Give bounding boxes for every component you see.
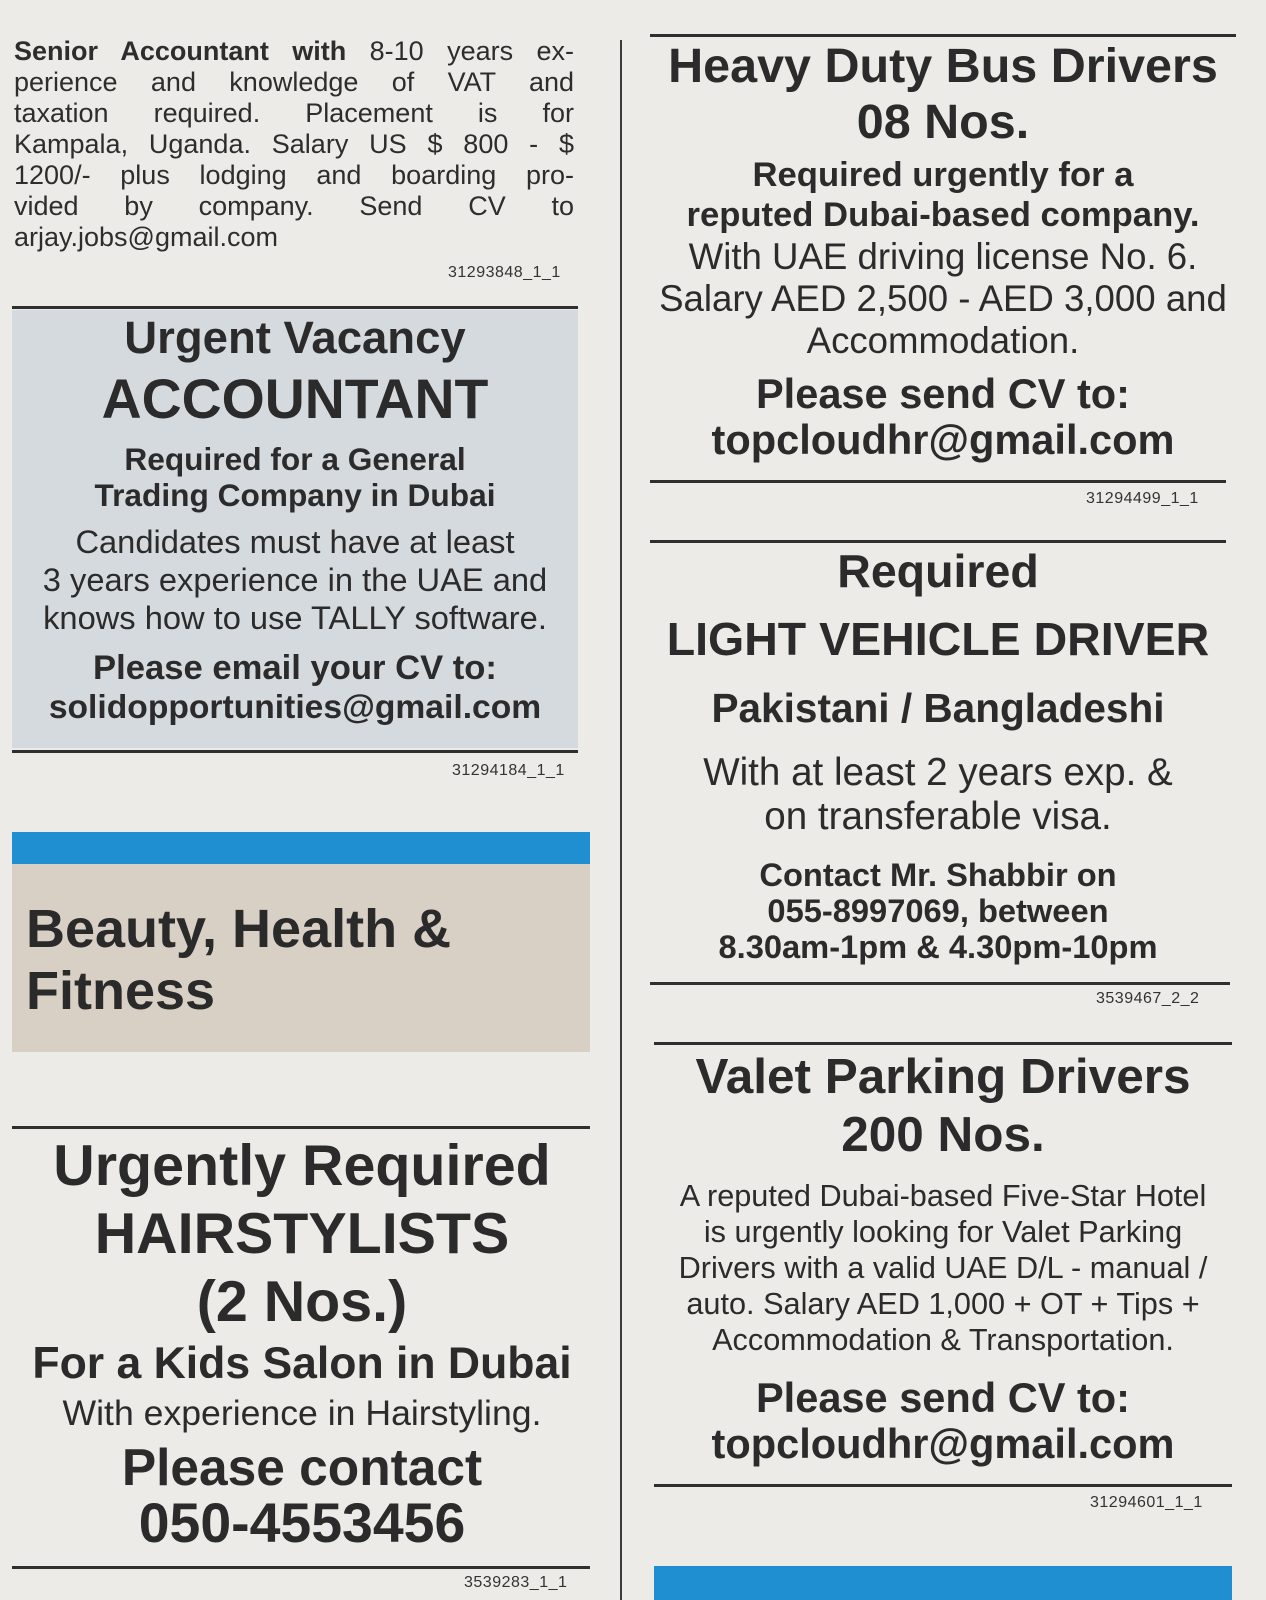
- senior-accountant-lead: Senior Accountant with: [14, 36, 347, 66]
- accountant-title: Urgent Vacancy: [124, 312, 466, 363]
- ad-reference-number: 3539283_1_1: [464, 1574, 568, 1591]
- ad-reference-number: 31294499_1_1: [1086, 490, 1199, 507]
- divider-rule: [12, 1566, 590, 1569]
- ad-reference-number: 31294601_1_1: [1090, 1494, 1203, 1511]
- light-vehicle-body: on transferable visa.: [764, 795, 1112, 838]
- divider-rule: [650, 480, 1226, 483]
- valet-body: Drivers with a valid UAE D/L - manual /: [678, 1251, 1208, 1285]
- hairstylists-count: (2 Nos.): [196, 1270, 408, 1334]
- hairstylists-body: With experience in Hairstyling.: [62, 1393, 542, 1433]
- light-vehicle-hours: 8.30am-1pm & 4.30pm-10pm: [718, 928, 1158, 965]
- ad-valet-drivers: [654, 1046, 1232, 1482]
- bus-drivers-cta: Please send CV to:: [755, 370, 1131, 417]
- divider-rule: [650, 982, 1230, 985]
- divider-rule: [654, 1484, 1232, 1487]
- light-vehicle-role: LIGHT VEHICLE DRIVER: [666, 613, 1210, 665]
- section-header-bar: [12, 832, 590, 864]
- senior-accountant-line: vided by company. Send CV to: [14, 191, 574, 221]
- ad-accountant: [12, 310, 578, 748]
- senior-accountant-line: Kampala, Uganda. Salary US $ 800 - $: [14, 129, 574, 159]
- section-header-bar: [654, 1566, 1232, 1600]
- ad-bus-drivers: [650, 38, 1236, 478]
- divider-rule: [12, 750, 578, 753]
- senior-accountant-line: 1200/- plus lodging and boarding pro-: [14, 160, 574, 190]
- ad-reference-number: 31293848_1_1: [448, 264, 561, 281]
- hairstylists-subheading: For a Kids Salon in Dubai: [32, 1339, 572, 1388]
- accountant-body: knows how to use TALLY software.: [43, 599, 547, 636]
- ad-reference-number: 3539467_2_2: [1096, 990, 1200, 1007]
- ad-hairstylists: [12, 1130, 592, 1570]
- accountant-email: solidopportunities@gmail.com: [48, 689, 542, 726]
- hairstylists-title: Urgently Required: [53, 1134, 551, 1198]
- hairstylists-cta: Please contact: [121, 1438, 483, 1496]
- valet-body: Accommodation & Transportation.: [712, 1323, 1174, 1357]
- accountant-subheading: Trading Company in Dubai: [94, 477, 496, 513]
- divider-rule: [650, 34, 1236, 37]
- bus-drivers-count: 08 Nos.: [856, 95, 1030, 149]
- valet-body: is urgently looking for Valet Parking: [703, 1215, 1183, 1249]
- accountant-body: 3 years experience in the UAE and: [42, 561, 548, 598]
- valet-body: A reputed Dubai-based Five-Star Hotel: [679, 1179, 1207, 1213]
- light-vehicle-contact: Contact Mr. Shabbir on: [759, 856, 1117, 893]
- bus-drivers-title: Heavy Duty Bus Drivers: [668, 39, 1218, 93]
- ad-light-vehicle-driver: [650, 544, 1226, 980]
- valet-email: topcloudhr@gmail.com: [711, 1420, 1175, 1467]
- bus-drivers-subheading: reputed Dubai-based company.: [686, 196, 1200, 234]
- divider-rule: [12, 1126, 590, 1129]
- light-vehicle-title: Required: [837, 545, 1039, 597]
- divider-rule: [12, 306, 578, 309]
- valet-cta: Please send CV to:: [755, 1374, 1131, 1421]
- senior-accountant-line: perience and knowledge of VAT and: [14, 67, 574, 97]
- hairstylists-phone: 050-4553456: [138, 1492, 466, 1554]
- bus-drivers-email: topcloudhr@gmail.com: [711, 416, 1175, 463]
- accountant-body: Candidates must have at least: [75, 523, 515, 560]
- section-header: [12, 864, 590, 1052]
- senior-accountant-line: 8-10 years ex-: [369, 36, 574, 66]
- bus-drivers-subheading: Required urgently for a: [752, 156, 1134, 194]
- ad-senior-accountant: [14, 36, 574, 253]
- column-divider: [620, 40, 622, 1600]
- valet-count: 200 Nos.: [841, 1107, 1045, 1162]
- section-title: Beauty, Health &: [26, 899, 452, 959]
- valet-body: auto. Salary AED 1,000 + OT + Tips +: [686, 1287, 1200, 1321]
- light-vehicle-body: With at least 2 years exp. &: [703, 751, 1173, 794]
- senior-accountant-email: arjay.jobs@gmail.com: [14, 222, 278, 252]
- ad-reference-number: 31294184_1_1: [452, 762, 565, 779]
- bus-drivers-body: Salary AED 2,500 - AED 3,000 and: [659, 278, 1227, 319]
- accountant-cta: Please email your CV to:: [93, 649, 497, 687]
- accountant-subheading: Required for a General: [124, 441, 466, 477]
- hairstylists-role: HAIRSTYLISTS: [94, 1202, 510, 1266]
- divider-rule: [650, 540, 1226, 543]
- bus-drivers-body: With UAE driving license No. 6.: [688, 236, 1198, 277]
- section-title: Fitness: [26, 961, 216, 1021]
- light-vehicle-nationality: Pakistani / Bangladeshi: [711, 685, 1165, 731]
- light-vehicle-phone: 055-8997069, between: [767, 892, 1109, 929]
- divider-rule: [654, 1042, 1232, 1045]
- senior-accountant-line: taxation required. Placement is for: [14, 98, 574, 128]
- valet-title: Valet Parking Drivers: [695, 1049, 1191, 1104]
- bus-drivers-body: Accommodation.: [806, 320, 1080, 361]
- accountant-role: ACCOUNTANT: [101, 368, 489, 430]
